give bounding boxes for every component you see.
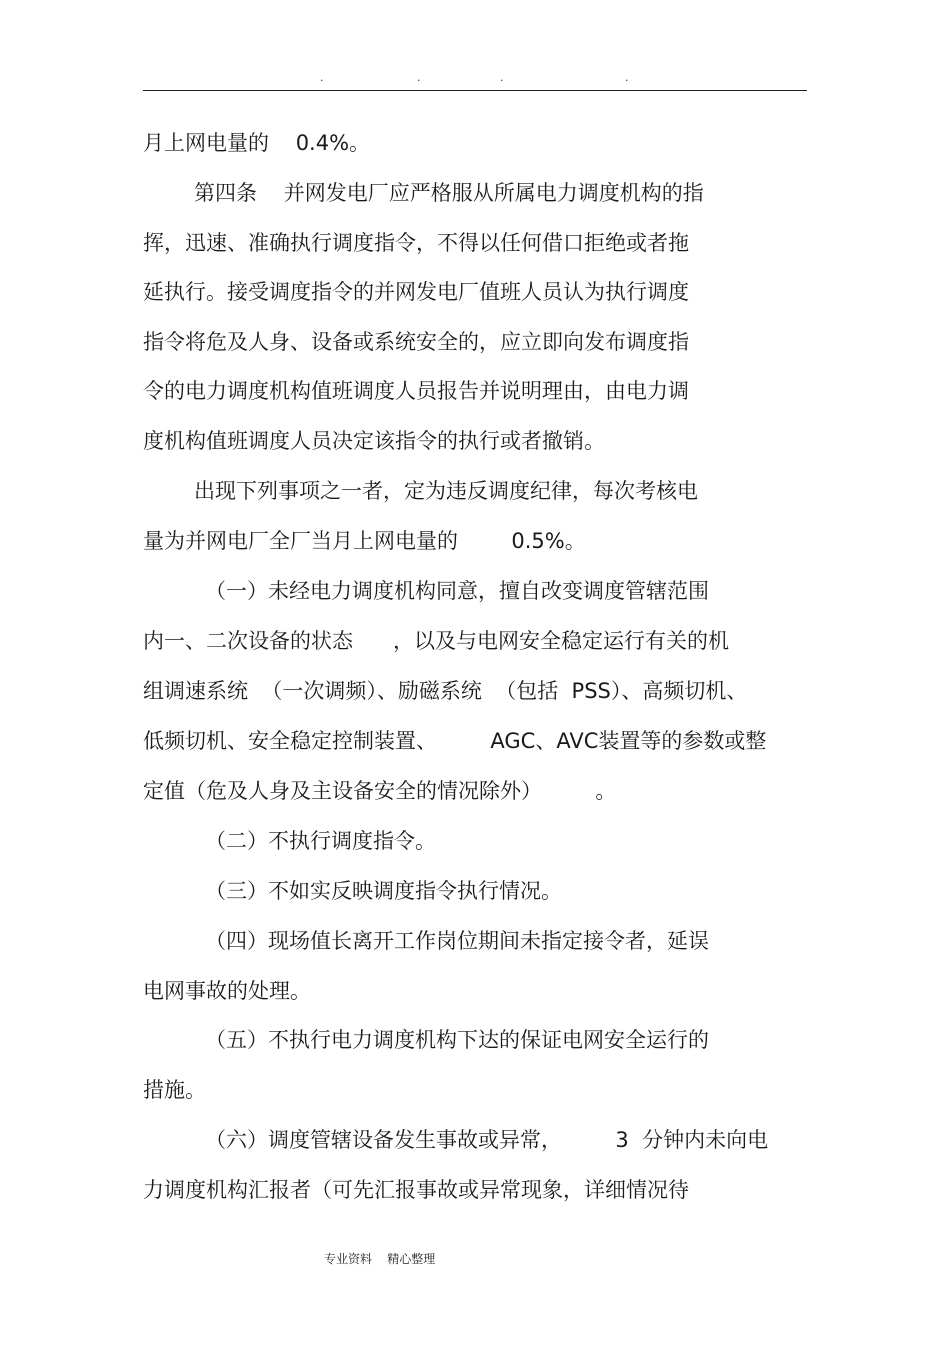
- body-line: 月上网电量的 0.4%。: [143, 131, 371, 155]
- body-line: 力调度机构汇报者（可先汇报事故或异常现象，详细情况待: [143, 1178, 689, 1202]
- page-header-dots: [0, 70, 950, 86]
- body-line: 电网事故的处理。: [143, 979, 311, 1003]
- header-dot: .: [500, 71, 504, 84]
- header-dot: .: [417, 71, 421, 84]
- body-line: 定值（危及人身及主设备安全的情况除外） 。: [143, 779, 617, 803]
- body-line: （三）不如实反映调度指令执行情况。: [205, 879, 562, 903]
- body-line: 措施。: [143, 1078, 206, 1102]
- body-line: 挥，迅速、准确执行调度指令，不得以任何借口拒绝或者拖: [143, 231, 689, 255]
- body-line: 令的电力调度机构值班调度人员报告并说明理由，由电力调: [143, 379, 689, 403]
- body-line: （二）不执行调度指令。: [205, 829, 436, 853]
- body-line: 第四条 并网发电厂应严格服从所属电力调度机构的指: [194, 181, 704, 205]
- body-line: （五）不执行电力调度机构下达的保证电网安全运行的: [205, 1028, 709, 1052]
- body-line: 量为并网电厂全厂当月上网电量的 0.5%。: [143, 529, 586, 553]
- header-dot: .: [320, 71, 324, 84]
- body-line: （四）现场值长离开工作岗位期间未指定接令者，延误: [205, 929, 709, 953]
- body-line: 指令将危及人身、设备或系统安全的，应立即向发布调度指: [143, 330, 689, 354]
- body-line: （六）调度管辖设备发生事故或异常， 3 分钟内未向电: [205, 1128, 769, 1152]
- header-rule: [143, 90, 807, 91]
- body-line: 内一、二次设备的状态 ，以及与电网安全稳定运行有关的机: [143, 629, 730, 653]
- header-dot: .: [625, 71, 629, 84]
- page-footer: 专业资料 精心整理: [324, 1252, 436, 1266]
- body-line: 组调速系统 （一次调频）、励磁系统 （包括 PSS）、高频切机、: [143, 679, 748, 703]
- body-line: 低频切机、安全稳定控制装置、 AGC、AVC装置等的参数或整: [143, 729, 767, 753]
- body-line: 延执行。接受调度指令的并网发电厂值班人员认为执行调度: [143, 280, 689, 304]
- body-line: 出现下列事项之一者，定为违反调度纪律，每次考核电: [194, 479, 698, 503]
- body-line: （一）未经电力调度机构同意，擅自改变调度管辖范围: [205, 579, 709, 603]
- body-line: 度机构值班调度人员决定该指令的执行或者撤销。: [143, 429, 605, 453]
